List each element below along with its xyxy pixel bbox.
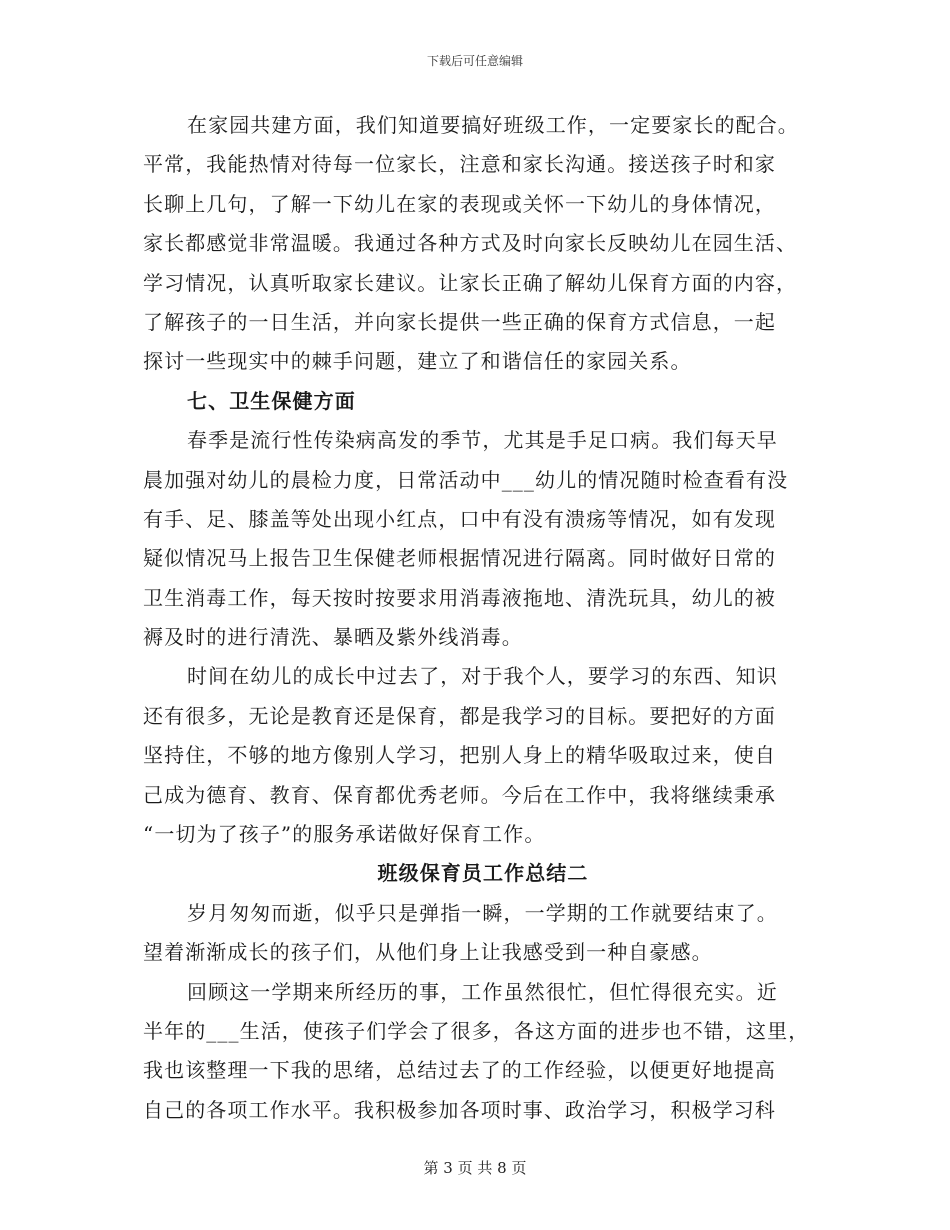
section-heading: 七、卫生保健方面 (187, 388, 356, 413)
page-header-note: 下载后可任意编辑 (426, 54, 523, 68)
paragraph-line: 半年的___生活，使孩子们学会了很多，各这方面的进步也不错，这里， (143, 1018, 810, 1043)
paragraph-line: 学习情况，认真听取家长建议。让家长正确了解幼儿保育方面的内容， (143, 270, 798, 295)
paragraph-line: 探讨一些现实中的棘手问题，建立了和谐信任的家园关系。 (143, 349, 692, 374)
document-body (143, 106, 823, 1130)
paragraph-line: 家长都感觉非常温暖。我通过各种方式及时向家长反映幼儿在园生活、 (143, 231, 798, 256)
paragraph-line: 晨加强对幼儿的晨检力度，日常活动中___幼儿的情况随时检查看有没 (143, 467, 789, 492)
paragraph-line: 还有很多，无论是教育还是保育，都是我学习的目标。要把好的方面 (143, 703, 776, 728)
document-title: 班级保育员工作总结二 (377, 861, 589, 886)
paragraph-line: “一切为了孩子”的服务承诺做好保育工作。 (143, 822, 546, 847)
paragraph-line: 岁月匆匆而逝，似乎只是弹指一瞬，一学期的工作就要结束了。 (187, 900, 778, 925)
paragraph-line: 望着渐渐成长的孩子们，从他们身上让我感受到一种自豪感。 (143, 940, 713, 965)
paragraph-line: 长聊上几句，了解一下幼儿在家的表现或关怀一下幼儿的身体情况， (143, 191, 776, 216)
paragraph-line: 回顾这一学期来所经历的事，工作虽然很忙，但忙得很充实。近 (187, 979, 778, 1004)
paragraph-line: 卫生消毒工作，每天按时按要求用消毒液拖地、清洗玩具，幼儿的被 (143, 585, 776, 610)
paragraph-line: 自己的各项工作水平。我积极参加各项时事、政治学习，积极学习科 (143, 1097, 776, 1122)
paragraph-line: 春季是流行性传染病高发的季节，尤其是手足口病。我们每天早 (187, 428, 778, 453)
paragraph-line: 坚持住，不够的地方像别人学习，把别人身上的精华吸取过来，使自 (143, 743, 776, 768)
paragraph-line: 在家园共建方面，我们知道要搞好班级工作，一定要家长的配合。 (187, 113, 799, 137)
paragraph-line: 褥及时的进行清洗、暴晒及紫外线消毒。 (143, 625, 523, 650)
paragraph-line: 平常，我能热情对待每一位家长，注意和家长沟通。接送孩子时和家 (143, 152, 776, 177)
paragraph-line: 时间在幼儿的成长中过去了，对于我个人，要学习的东西、知识 (187, 664, 778, 689)
paragraph-line: 疑似情况马上报告卫生保健老师根据情况进行隔离。同时做好日常的 (143, 546, 776, 571)
page-number: 第 3 页 共 8 页 (423, 1159, 527, 1177)
paragraph-line: 有手、足、膝盖等处出现小红点，口中有没有溃疡等情况，如有发现 (143, 506, 776, 531)
paragraph-line: 了解孩子的一日生活，并向家长提供一些正确的保育方式信息，一起 (143, 309, 776, 334)
paragraph-line: 己成为德育、教育、保育都优秀老师。今后在工作中，我将继续秉承 (143, 782, 776, 807)
paragraph-line: 我也该整理一下我的思绪，总结过去了的工作经验，以便更好地提高 (143, 1058, 776, 1083)
